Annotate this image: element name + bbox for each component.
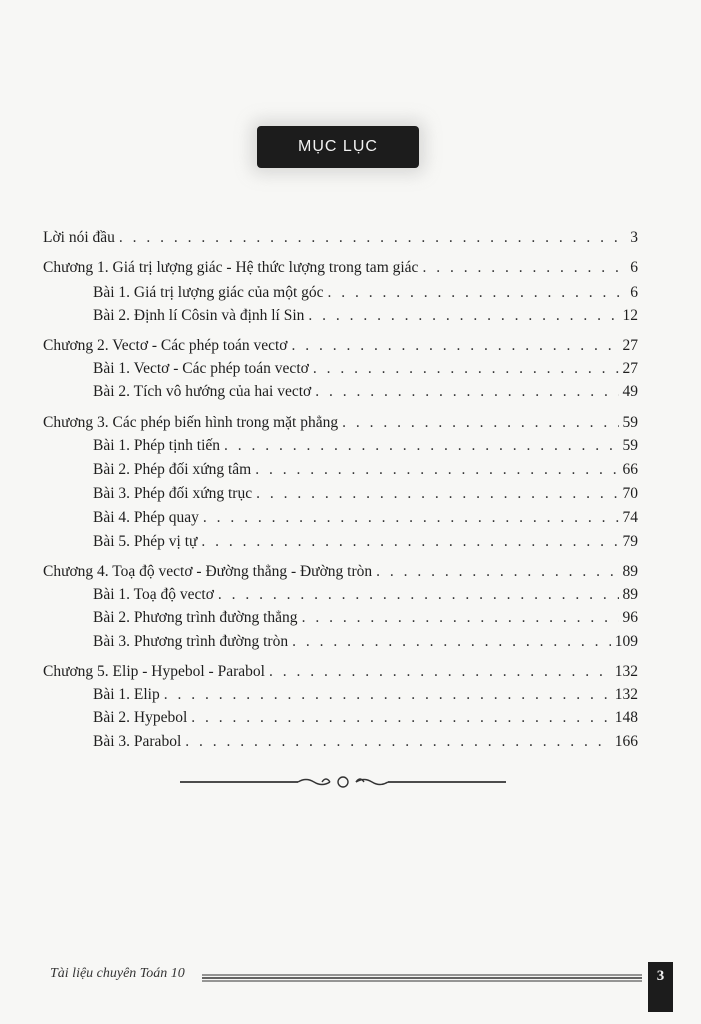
toc-leader-dots — [302, 609, 619, 627]
toc-entry-label: Bài 2. Hypebol — [93, 709, 188, 726]
toc-leader-dots — [218, 586, 619, 604]
toc-entry-page: 132 — [614, 686, 638, 703]
toc-entry-page: 148 — [614, 709, 638, 726]
toc-entry-label: Lời nói đầu — [43, 229, 115, 246]
toc-leader-dots — [203, 509, 619, 527]
toc-lesson-entry — [93, 509, 638, 529]
toc-lesson-entry — [93, 307, 638, 327]
toc-entry-page: 49 — [622, 383, 638, 400]
toc-leader-dots — [164, 686, 611, 704]
footer-rule — [202, 973, 642, 983]
toc-lesson-entry — [93, 586, 638, 606]
toc-entry-label: Bài 1. Giá trị lượng giác của một góc — [93, 284, 324, 301]
toc-entry-page: 66 — [622, 461, 638, 478]
toc-entry-page: 79 — [622, 533, 638, 550]
toc-lesson-entry — [93, 461, 638, 481]
toc-entry-page: 132 — [614, 663, 638, 680]
toc-entry-page: 3 — [630, 229, 638, 246]
toc-entry-label: Bài 5. Phép vị tự — [93, 533, 198, 550]
toc-lesson-entry — [93, 383, 638, 403]
toc-lesson-entry — [93, 533, 638, 553]
toc-leader-dots — [376, 563, 618, 581]
toc-entry-label: Bài 3. Parabol — [93, 733, 182, 750]
toc-chapter-entry — [43, 337, 638, 357]
toc-chapter-entry — [43, 563, 638, 583]
toc-lesson-entry — [93, 360, 638, 380]
toc-entry-page: 109 — [614, 633, 638, 650]
footer-book-title: Tài liệu chuyên Toán 10 — [50, 966, 185, 981]
ornamental-divider-icon — [180, 772, 506, 792]
toc-entry-label: Bài 2. Định lí Côsin và định lí Sin — [93, 307, 305, 324]
toc-entry-page: 74 — [622, 509, 638, 526]
toc-entry-label: Bài 2. Phép đối xứng tâm — [93, 461, 252, 478]
toc-leader-dots — [291, 337, 618, 355]
toc-leader-dots — [119, 229, 626, 247]
toc-lesson-entry — [93, 284, 638, 304]
toc-entry-label: Chương 1. Giá trị lượng giác - Hệ thức lượng trong tam giác — [43, 259, 419, 276]
toc-lesson-entry — [93, 709, 638, 729]
toc-entry-label: Bài 2. Tích vô hướng của hai vectơ — [93, 383, 312, 400]
page-number-text: 3 — [656, 968, 665, 984]
toc-chapter-entry — [43, 259, 638, 279]
toc-leader-dots — [313, 360, 619, 378]
toc-entry-label: Bài 3. Phép đối xứng trục — [93, 485, 253, 502]
toc-entry-label: Bài 1. Phép tịnh tiến — [93, 437, 221, 454]
toc-lesson-entry — [93, 609, 638, 629]
toc-entry-page: 6 — [630, 259, 638, 276]
toc-lesson-entry — [93, 633, 638, 653]
toc-entry-page: 89 — [622, 563, 638, 580]
toc-leader-dots — [315, 383, 618, 401]
toc-entry-page: 59 — [622, 437, 638, 454]
toc-leader-dots — [328, 284, 627, 302]
toc-entry-page: 96 — [622, 609, 638, 626]
toc-entry-page: 70 — [622, 485, 638, 502]
toc-leader-dots — [201, 533, 618, 551]
toc-lesson-entry — [93, 485, 638, 505]
toc-entry-page: 166 — [614, 733, 638, 750]
toc-lesson-entry — [93, 686, 638, 706]
toc-entry-page: 6 — [630, 284, 638, 301]
toc-entry-label: Chương 2. Vectơ - Các phép toán vectơ — [43, 337, 288, 354]
toc-entry-label: Bài 2. Phương trình đường thẳng — [93, 609, 298, 626]
toc-entry-label: Chương 4. Toạ độ vectơ - Đường thẳng - Đường tròn — [43, 563, 373, 580]
toc-leader-dots — [256, 485, 618, 503]
toc-entry-label: Chương 5. Elip - Hypebol - Parabol — [43, 663, 265, 680]
toc-entry-label: Bài 1. Vectơ - Các phép toán vectơ — [93, 360, 309, 377]
toc-chapter-entry — [43, 414, 638, 434]
toc-leader-dots — [185, 733, 611, 751]
toc-leader-dots — [342, 414, 618, 432]
toc-entry-label: Bài 1. Elip — [93, 686, 160, 703]
page-title-text: MỤC LỤC — [298, 138, 378, 155]
toc-leader-dots — [308, 307, 618, 325]
toc-leader-dots — [224, 437, 618, 455]
toc-lesson-entry — [93, 733, 638, 753]
toc-leader-dots — [255, 461, 618, 479]
toc-leader-dots — [292, 633, 611, 651]
toc-entry-page: 27 — [622, 360, 638, 377]
toc-entry-label: Bài 3. Phương trình đường tròn — [93, 633, 289, 650]
toc-leader-dots — [422, 259, 626, 277]
toc-chapter-entry — [43, 229, 638, 249]
page-number — [648, 962, 673, 1012]
toc-entry-page: 59 — [622, 414, 638, 431]
toc-leader-dots — [269, 663, 611, 681]
toc-entry-label: Bài 1. Toạ độ vectơ — [93, 586, 214, 603]
toc-entry-page: 12 — [622, 307, 638, 324]
toc-lesson-entry — [93, 437, 638, 457]
toc-leader-dots — [191, 709, 610, 727]
toc-entry-label: Bài 4. Phép quay — [93, 509, 199, 526]
toc-entry-page: 27 — [622, 337, 638, 354]
toc-entry-page: 89 — [622, 586, 638, 603]
toc-chapter-entry — [43, 663, 638, 683]
toc-entry-label: Chương 3. Các phép biến hình trong mặt phẳng — [43, 414, 339, 431]
